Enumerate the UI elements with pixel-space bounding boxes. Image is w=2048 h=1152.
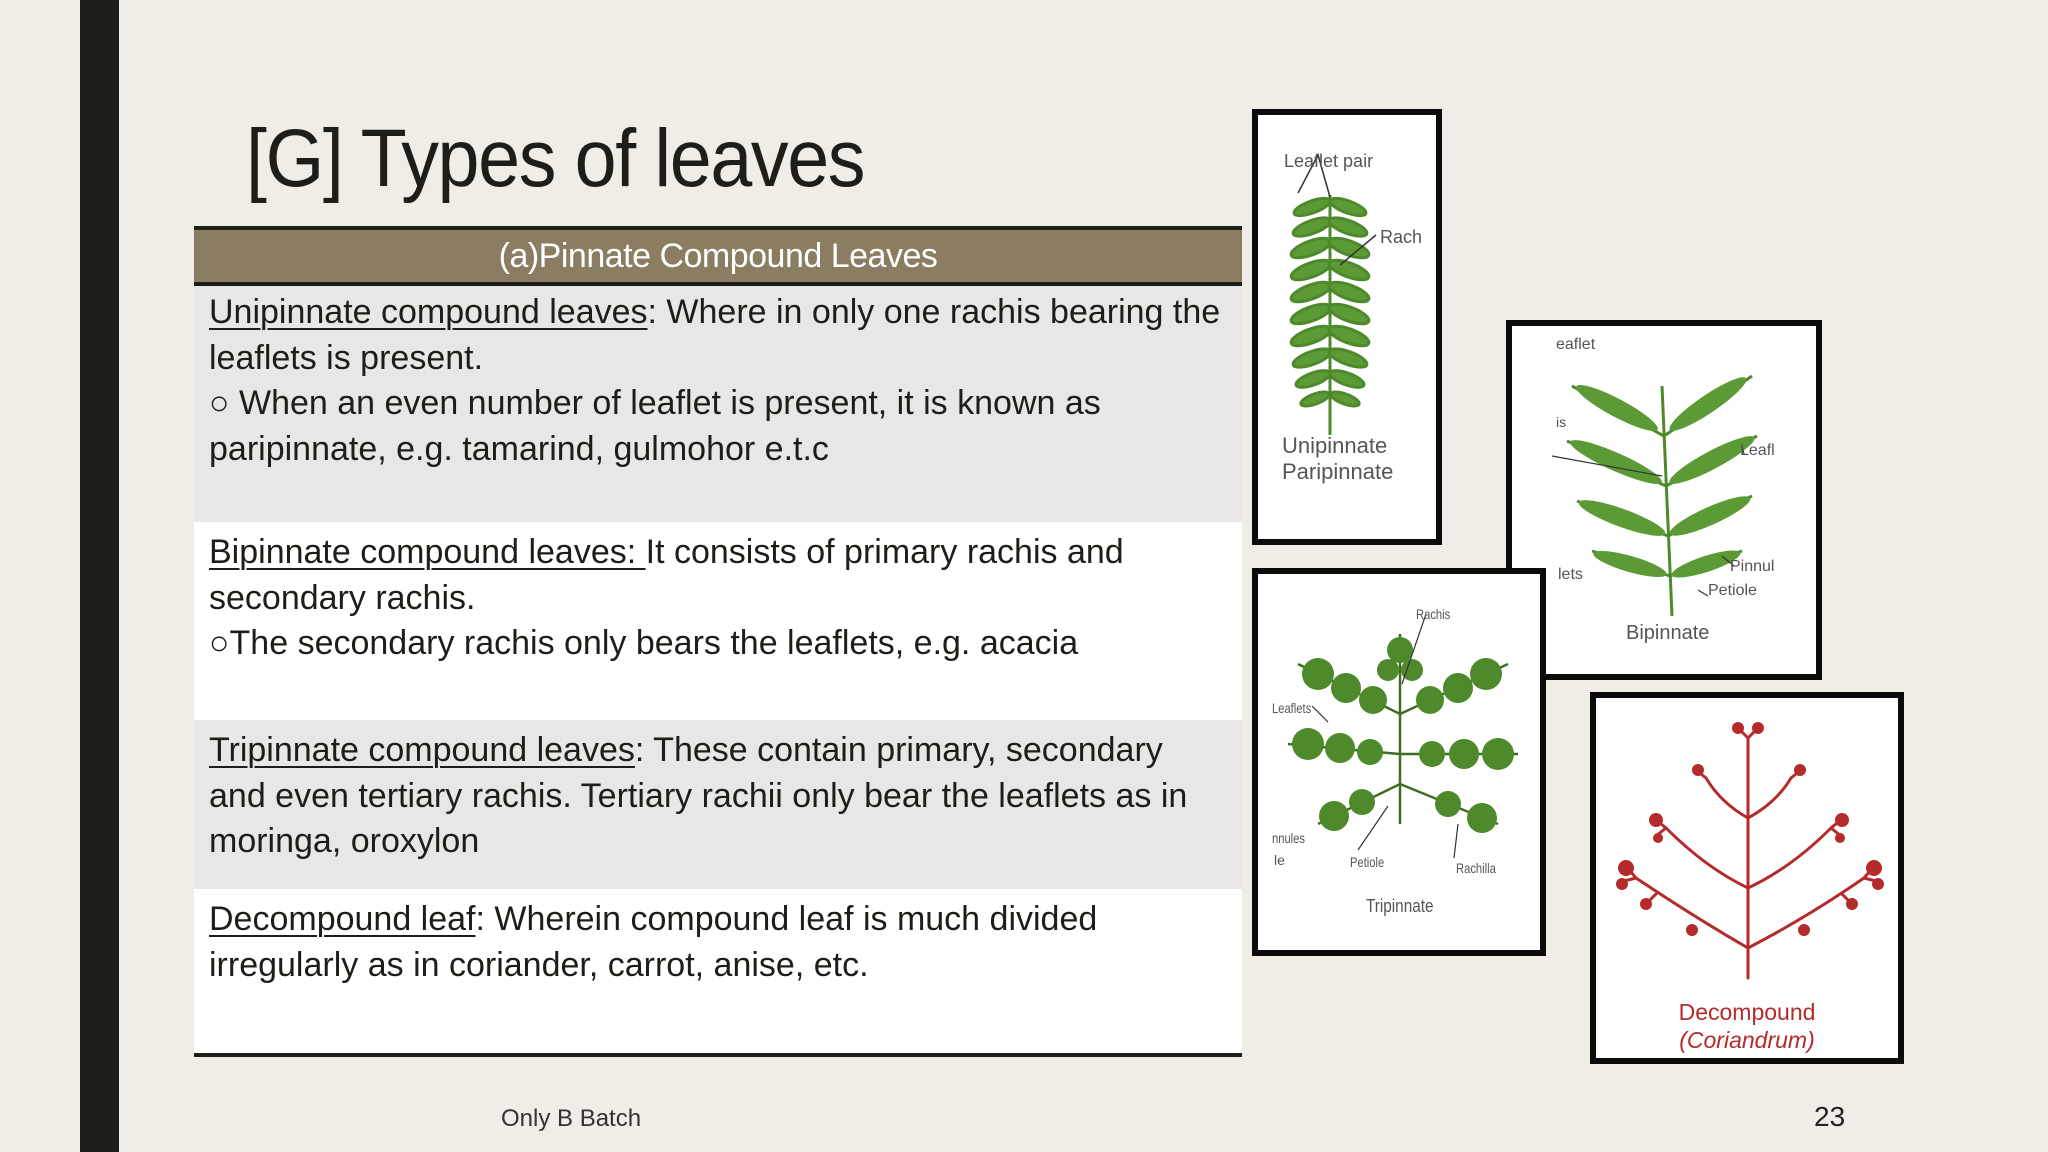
desc-decompound: : Wherein compound leaf is much divided irregularly as in coriander, carrot, anise, etc.	[209, 900, 1098, 984]
caption-tripinnate: Tripinnate	[1366, 896, 1434, 916]
caption-decompound	[1596, 998, 1898, 1054]
desc-unipinnate: : Where in only one rachis bearing the leaflets is present.	[209, 293, 1221, 377]
caption-line1: Decompound	[1678, 999, 1816, 1025]
term-decompound: Decompound leaf	[209, 900, 476, 938]
label-rachis: Rachis	[1416, 606, 1451, 622]
desc-bipinnate: It consists of primary rachis and secondary rachis.	[209, 533, 1124, 617]
term-tripinnate: Tripinnate compound leaves	[209, 731, 635, 769]
label-rachis: is	[1556, 414, 1567, 430]
tripinnate-figure	[1252, 568, 1546, 956]
row-text	[209, 897, 1228, 988]
row-text	[209, 530, 1228, 621]
table-row-bipinnate	[194, 522, 1242, 720]
slide-title: [G] Types of leaves	[246, 113, 865, 204]
row-text	[209, 290, 1228, 381]
decompound-figure	[1590, 692, 1904, 1064]
sub-bipinnate: ○The secondary rachis only bears the leaflets, e.g. acacia	[209, 624, 1079, 662]
label-rachis: Rach	[1380, 227, 1423, 247]
bipinnate-figure	[1506, 320, 1822, 680]
label-leaflet: eaflet	[1556, 336, 1596, 353]
label-leaflets: Leaflets	[1272, 700, 1312, 716]
label-petiole: Petiole	[1708, 582, 1757, 599]
desc-tripinnate: : These contain primary, secondary and even tertiary rachis. Tertiary rachii only bear the leaflets as in moringa, oroxylon	[209, 731, 1188, 860]
caption-line2: (Coriandrum)	[1679, 1027, 1815, 1053]
caption-bipinnate: Bipinnate	[1626, 622, 1710, 644]
sub-unipinnate: ○ When an even number of leaflet is present, it is known as paripinnate, e.g. tamarind, gulmohor e.t.c	[209, 384, 1101, 468]
table-header: (a)Pinnate Compound Leaves	[194, 226, 1242, 286]
row-text	[209, 728, 1228, 865]
caption-line1: Unipinnate	[1282, 433, 1388, 458]
label-lets: lets	[1558, 566, 1583, 583]
unipinnate-figure	[1252, 109, 1442, 545]
table-row-tripinnate	[194, 720, 1242, 889]
term-unipinnate: Unipinnate compound leaves	[209, 293, 648, 331]
label-leaflet-pair: Leaflet pair	[1284, 151, 1374, 171]
caption-line2: Paripinnate	[1282, 459, 1394, 484]
left-accent-bar	[80, 0, 119, 1152]
label-petiole: Petiole	[1350, 854, 1385, 870]
table-row-unipinnate	[194, 286, 1242, 522]
label-pinnules: nnules	[1272, 830, 1306, 846]
label-le: le	[1274, 852, 1285, 868]
page-number: 23	[1814, 1101, 1846, 1132]
table-row-decompound	[194, 889, 1242, 1057]
label-leaf: Leafl	[1740, 442, 1775, 459]
caption-unipinnate	[1282, 433, 1393, 485]
footer-text: Only B Batch	[501, 1105, 642, 1132]
tripinnate-leaf-illustration	[1258, 574, 1540, 950]
term-bipinnate: Bipinnate compound leaves:	[209, 533, 646, 571]
label-pinnule: Pinnul	[1730, 558, 1775, 575]
leaf-types-table	[194, 226, 1242, 1057]
label-rachilla: Rachilla	[1456, 860, 1496, 876]
